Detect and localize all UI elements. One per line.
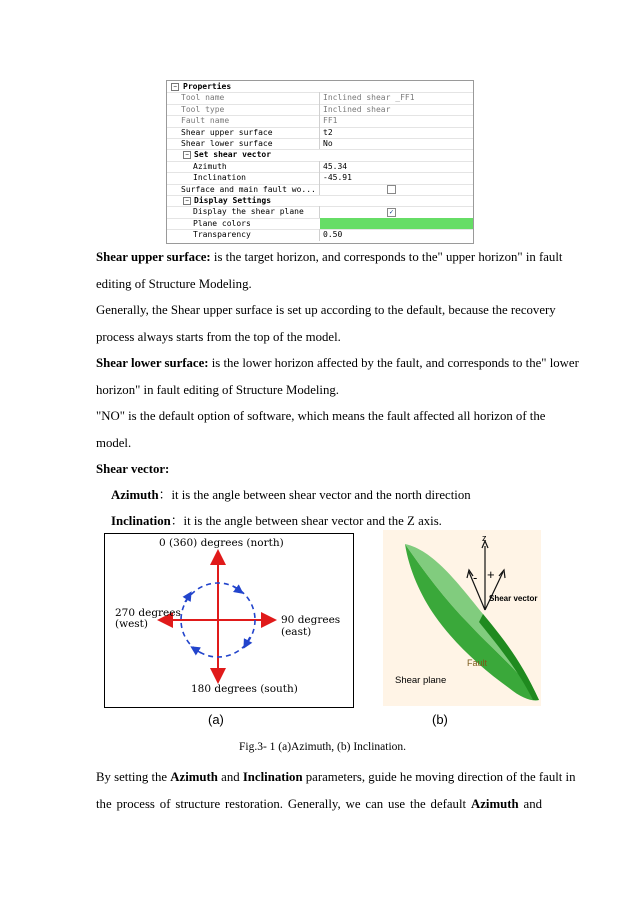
term-bold: Inclination	[242, 770, 303, 784]
group-label: Set shear vector	[194, 150, 272, 160]
term-bold: Shear upper surface:	[96, 250, 211, 264]
paragraph-lower-surface-line2: horizon" in fault editing of Structure Modeling.	[96, 383, 339, 397]
paragraph-generally-line1: Generally, the Shear upper surface is set up according to the default, because the recovery	[96, 303, 556, 317]
text-span: ：it is the angle between shear vector and the Z axis.	[170, 514, 442, 528]
term-bold: Azimuth	[470, 797, 519, 811]
paragraph-no-line2: model.	[96, 436, 132, 450]
paragraph-lower-surface-line1	[96, 356, 579, 370]
property-label: Azimuth	[193, 161, 227, 171]
property-label: Shear upper surface	[181, 127, 273, 137]
surface-checkbox[interactable]	[387, 185, 396, 194]
collapse-icon[interactable]: −	[183, 197, 191, 205]
paragraph-upper-surface-line2: editing of Structure Modeling.	[96, 277, 252, 291]
paragraph-upper-surface-line1	[96, 250, 563, 264]
property-label: Tool name	[181, 93, 225, 103]
fault-label: Fault	[467, 658, 488, 668]
text-span: is the target horizon, and corresponds to the" upper horizon" in fault	[210, 250, 563, 264]
group-label: Display Settings	[194, 196, 272, 205]
text-span: is the lower horizon affected by the fault, and corresponds to the" lower	[208, 356, 579, 370]
line-inclination	[111, 514, 557, 528]
z-label: z	[482, 533, 487, 543]
property-label: Plane colors	[193, 218, 251, 228]
heading-text: Shear vector:	[96, 462, 170, 476]
text-span: the process of structure restoration. Generally, we can use the default	[96, 797, 471, 811]
property-label: Surface and main fault wo...	[181, 184, 316, 194]
shear-vector-label: Shear vector	[489, 594, 538, 603]
display-plane-checkbox[interactable]: ✓	[387, 208, 396, 217]
figure-a-label: (a)	[208, 712, 224, 727]
text-span: and	[518, 797, 542, 811]
term-bold: Shear lower surface:	[96, 356, 209, 370]
plane-color-swatch[interactable]	[320, 218, 473, 229]
property-label: Transparency	[193, 230, 251, 240]
north-label: 0 (360) degrees (north)	[159, 537, 284, 549]
paragraph-setting-line1	[96, 770, 576, 784]
paragraph-no-line1: "NO" is the default option of software, which means the fault affected all horizon of the	[96, 409, 546, 423]
west-label	[115, 608, 181, 630]
minus-label: -	[473, 570, 478, 585]
property-value: Inclined shear _FF1	[323, 93, 415, 103]
heading-shear-vector	[96, 462, 542, 476]
line-azimuth	[111, 488, 557, 502]
properties-grid	[166, 80, 474, 244]
property-label: Tool type	[181, 104, 225, 114]
property-value[interactable]: t2	[323, 127, 333, 137]
properties-header: Properties	[183, 82, 232, 91]
text-span: parameters, guide he moving direction of the fault in	[302, 770, 576, 784]
term-bold: Azimuth	[170, 770, 218, 784]
property-label: Fault name	[181, 116, 230, 126]
term-bold: Inclination	[111, 514, 171, 528]
collapse-icon[interactable]: −	[171, 83, 179, 91]
east-label: 90 degrees (east)	[281, 614, 341, 638]
west-label-line1: 270 degrees	[115, 607, 181, 619]
property-label: Inclination	[193, 173, 246, 183]
property-value: Inclined shear	[323, 104, 391, 114]
text-span: ：it is the angle between shear vector and the north direction	[158, 488, 471, 502]
term-bold: Azimuth	[111, 488, 159, 502]
property-row-transparency[interactable]	[167, 229, 473, 240]
collapse-icon[interactable]: −	[183, 151, 191, 159]
figure-b-label: (b)	[432, 712, 448, 727]
figure-azimuth	[104, 533, 354, 708]
figure-caption: Fig.3- 1 (a)Azimuth, (b) Inclination.	[239, 741, 407, 753]
transparency-value[interactable]: 0.50	[323, 230, 343, 240]
paragraph-setting-line2	[96, 797, 542, 811]
paragraph-generally-line2: process always starts from the top of the model.	[96, 330, 341, 344]
west-label-line2: (west)	[115, 618, 149, 630]
inclination-value[interactable]: -45.91	[323, 173, 352, 183]
property-value: FF1	[323, 116, 338, 126]
shear-plane-label: Shear plane	[395, 675, 447, 686]
text-span: and	[217, 770, 243, 784]
property-label: Display the shear plane	[193, 207, 304, 217]
south-label: 180 degrees (south)	[191, 683, 298, 695]
azimuth-value[interactable]: 45.34	[323, 161, 348, 171]
figure-inclination	[383, 530, 541, 706]
property-label: Shear lower surface	[181, 139, 273, 148]
text-span: By setting the	[96, 770, 171, 784]
property-value[interactable]: No	[323, 139, 333, 148]
plus-label: +	[487, 567, 495, 582]
